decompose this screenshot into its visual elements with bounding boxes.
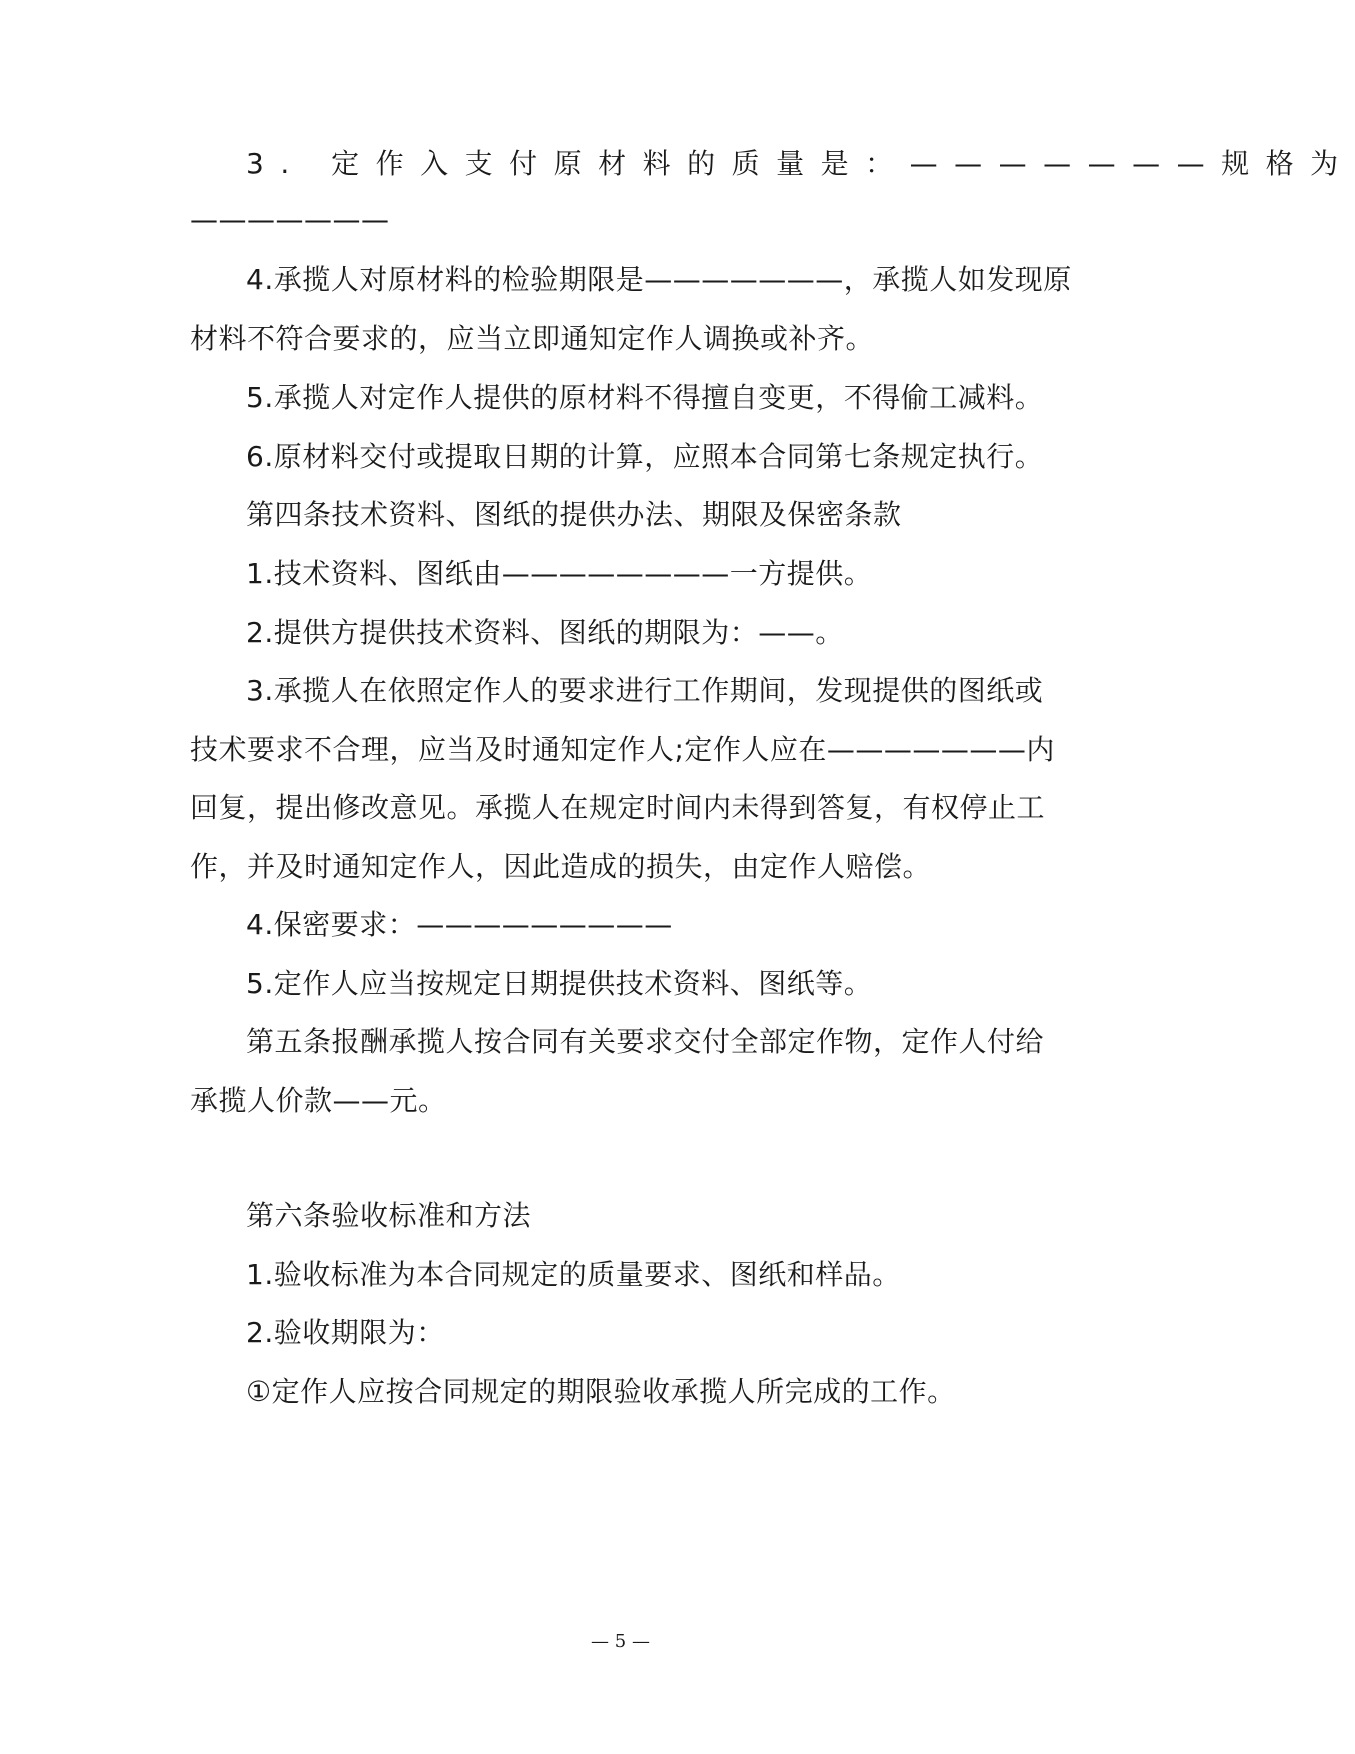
text-line-5: 5.承揽人对定作人提供的原材料不得擅自变更，不得偷工减料。 bbox=[246, 381, 1044, 414]
text-line-1: 3. 定作入支付原材料的质量是：———————规格为 bbox=[246, 147, 1355, 180]
text-line-15: 5.定作人应当按规定日期提供技术资料、图纸等。 bbox=[246, 967, 873, 1000]
section-heading-6: 第六条验收标准和方法 bbox=[246, 1199, 532, 1232]
page-number: — 5 — bbox=[591, 1631, 650, 1652]
text-line-12: 回复，提出修改意见。承揽人在规定时间内未得到答复，有权停止工 bbox=[190, 791, 1046, 824]
text-line-14: 4.保密要求：————————— bbox=[246, 908, 673, 941]
text-line-10: 3.承揽人在依照定作人的要求进行工作期间，发现提供的图纸或 bbox=[246, 674, 1044, 707]
text-line-3: 4.承揽人对原材料的检验期限是———————，承揽人如发现原 bbox=[246, 263, 1072, 296]
text-line-8: 1.技术资料、图纸由————————一方提供。 bbox=[246, 557, 873, 590]
section-heading-5: 第五条报酬承揽人按合同有关要求交付全部定作物，定作人付给 bbox=[246, 1025, 1045, 1058]
text-line-13: 作，并及时通知定作人，因此造成的损失，由定作人赔偿。 bbox=[190, 850, 932, 883]
text-line-20: 2.验收期限为： bbox=[246, 1316, 445, 1349]
text-line-4: 材料不符合要求的，应当立即通知定作人调换或补齐。 bbox=[190, 322, 875, 355]
section-heading-4: 第四条技术资料、图纸的提供办法、期限及保密条款 bbox=[246, 498, 902, 531]
text-line-21: ①定作人应按合同规定的期限验收承揽人所完成的工作。 bbox=[246, 1375, 956, 1408]
text-line-6: 6.原材料交付或提取日期的计算，应照本合同第七条规定执行。 bbox=[246, 440, 1044, 473]
text-line-2: ——————— bbox=[190, 203, 390, 236]
text-line-9: 2.提供方提供技术资料、图纸的期限为：——。 bbox=[246, 616, 844, 649]
text-line-17: 承揽人价款——元。 bbox=[190, 1084, 447, 1117]
text-line-11: 技术要求不合理，应当及时通知定作人;定作人应在———————内 bbox=[190, 733, 1055, 766]
text-line-19: 1.验收标准为本合同规定的质量要求、图纸和样品。 bbox=[246, 1258, 901, 1291]
